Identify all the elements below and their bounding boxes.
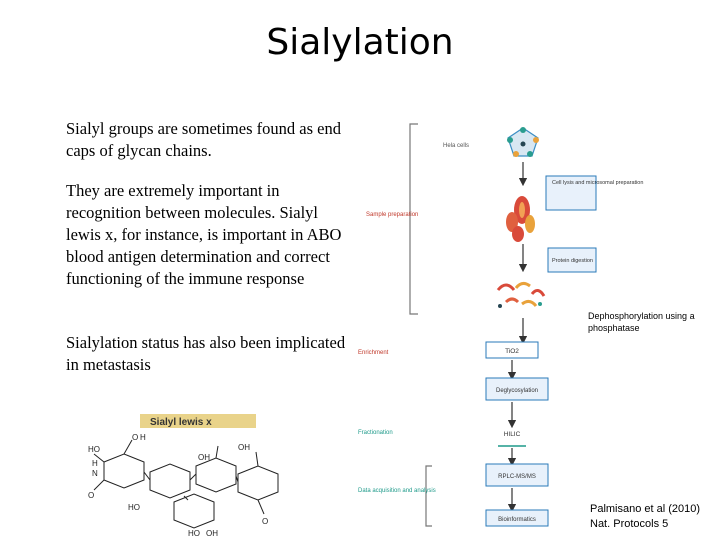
svg-text:OH: OH (238, 443, 250, 452)
lysis-label: Cell lysis and microsomal preparation (552, 180, 644, 186)
svg-text:N: N (92, 469, 98, 478)
sample-brace (410, 124, 418, 314)
peptide-fragments-icon (498, 283, 544, 308)
citation (590, 502, 720, 532)
svg-text:H: H (140, 433, 146, 442)
tio2-label: TiO2 (505, 348, 519, 355)
dephosphorylation-note: Dephosphorylation using a phosphatase (588, 311, 695, 333)
hilic-label: HILIC (503, 431, 521, 438)
svg-text:OH: OH (198, 453, 210, 462)
svg-text:H: H (92, 459, 98, 468)
slide-title: Sialylation (266, 22, 454, 63)
molecule-atoms (88, 433, 268, 538)
paragraph-recognition: They are extremely important in recognition between molecules. Sialyl lewis x, for instance, is important in ABO blood antigen determination and correct functioning of the immune response (66, 181, 342, 288)
molecule-bonds (94, 440, 278, 528)
stage-enrichment-label: Enrichment (358, 350, 389, 356)
rplc-label: RPLC-MS/MS (498, 474, 536, 480)
stage-sample-label: Sample preparation (366, 212, 419, 218)
data-brace (426, 466, 432, 526)
bioinf-label: Bioinformatics (498, 517, 536, 523)
svg-text:OH: OH (206, 529, 218, 538)
svg-text:HO: HO (128, 503, 140, 512)
svg-text:O: O (88, 491, 95, 500)
microsome-icon (506, 196, 535, 242)
citation-line-2: Nat. Protocols 5 (590, 518, 669, 530)
svg-text:HO: HO (188, 529, 200, 538)
svg-text:HO: HO (88, 445, 100, 454)
svg-text:O: O (262, 517, 269, 526)
paragraph-metastasis: Sialylation status has also been implicated in metastasis (66, 333, 346, 374)
cell-cluster-icon (507, 127, 539, 157)
stage-fractionation-label: Fractionation (358, 430, 393, 436)
sialyl-lewis-x-structure (88, 414, 288, 540)
tissue-label: Hela cells (443, 143, 470, 149)
stage-data-label: Data acquisition and analysis (358, 488, 436, 494)
deglyco-label: Deglycosylation (495, 388, 539, 394)
citation-line-1: Palmisano et al (2010) (590, 503, 701, 515)
molecule-name: Sialyl lewis x (150, 417, 212, 428)
paragraph-end-caps: Sialyl groups are sometimes found as end caps of glycan chains. (66, 119, 341, 160)
svg-text:O: O (132, 433, 139, 442)
digestion-label: Protein digestion (552, 258, 593, 264)
